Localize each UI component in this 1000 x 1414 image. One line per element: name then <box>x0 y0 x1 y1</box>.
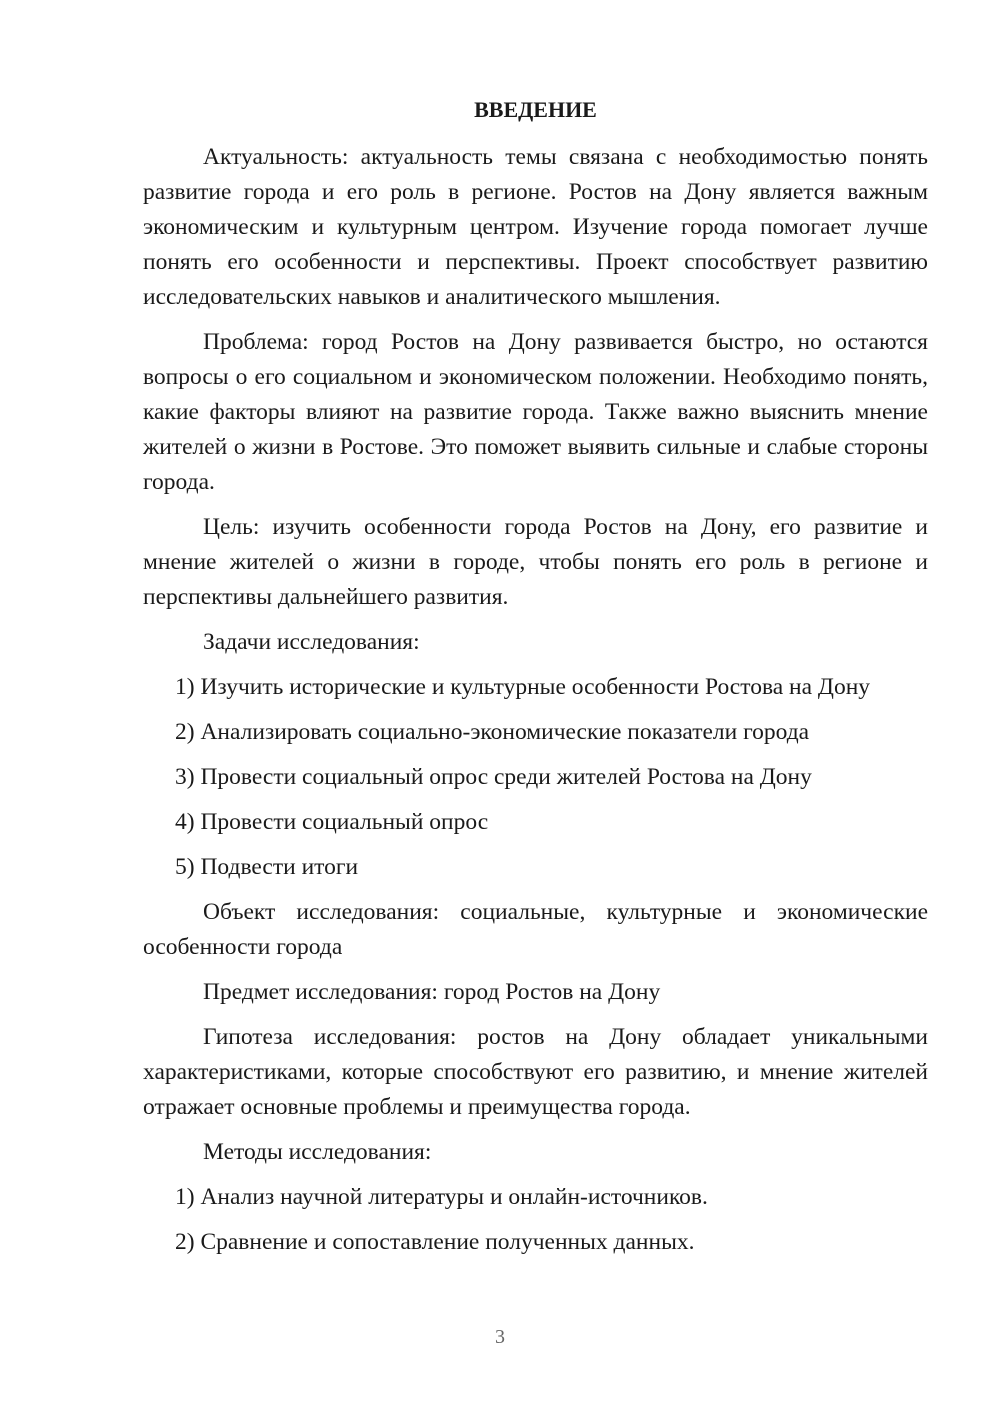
list-item: 2) Анализировать социально-экономические показатели города <box>175 719 810 745</box>
methods-list <box>143 1180 928 1260</box>
relevance-paragraph: Актуальность: актуальность темы связана с необходимостью понять развитие города и его роль в регионе. Ростов на Дону является важным экономическим и культурным центром. Изучение города помогает лучше понять его особенности и перспективы. Проект способствует развитию исследовательских навыков и аналитического мышления. <box>143 144 928 310</box>
page-number: 3 <box>495 1326 505 1348</box>
tasks-heading: Задачи исследования: <box>203 629 420 655</box>
object-paragraph: Объект исследования: социальные, культурные и экономические особенности города <box>143 899 928 960</box>
list-item: 1) Изучить исторические и культурные особенности Ростова на Дону <box>175 674 871 700</box>
list-item: 3) Провести социальный опрос среди жителей Ростова на Дону <box>175 764 812 790</box>
hypothesis-paragraph: Гипотеза исследования: ростов на Дону обладает уникальными характеристиками, которые способствуют его развитию, и мнение жителей отражает основные проблемы и преимущества города. <box>143 1024 928 1120</box>
goal-paragraph: Цель: изучить особенности города Ростов на Дону, его развитие и мнение жителей о жизни в городе, чтобы понять его роль в регионе и перспективы дальнейшего развития. <box>143 514 928 610</box>
problem-paragraph: Проблема: город Ростов на Дону развивается быстро, но остаются вопросы о его социальном и экономическом положении. Необходимо понять, какие факторы влияют на развитие города. Также важно выяснить мнение жителей о жизни в Ростове. Это поможет выявить сильные и слабые стороны города. <box>143 329 928 495</box>
tasks-list <box>143 670 928 885</box>
list-item: 1) Анализ научной литературы и онлайн-источников. <box>175 1184 708 1210</box>
document-page <box>143 90 928 1270</box>
list-item: 4) Провести социальный опрос <box>175 809 489 835</box>
methods-heading: Методы исследования: <box>203 1139 432 1165</box>
page-title: ВВЕДЕНИЕ <box>474 97 597 122</box>
subject-paragraph: Предмет исследования: город Ростов на Дону <box>203 979 661 1005</box>
list-item: 5) Подвести итоги <box>175 854 359 880</box>
list-item: 2) Сравнение и сопоставление полученных данных. <box>175 1229 695 1255</box>
